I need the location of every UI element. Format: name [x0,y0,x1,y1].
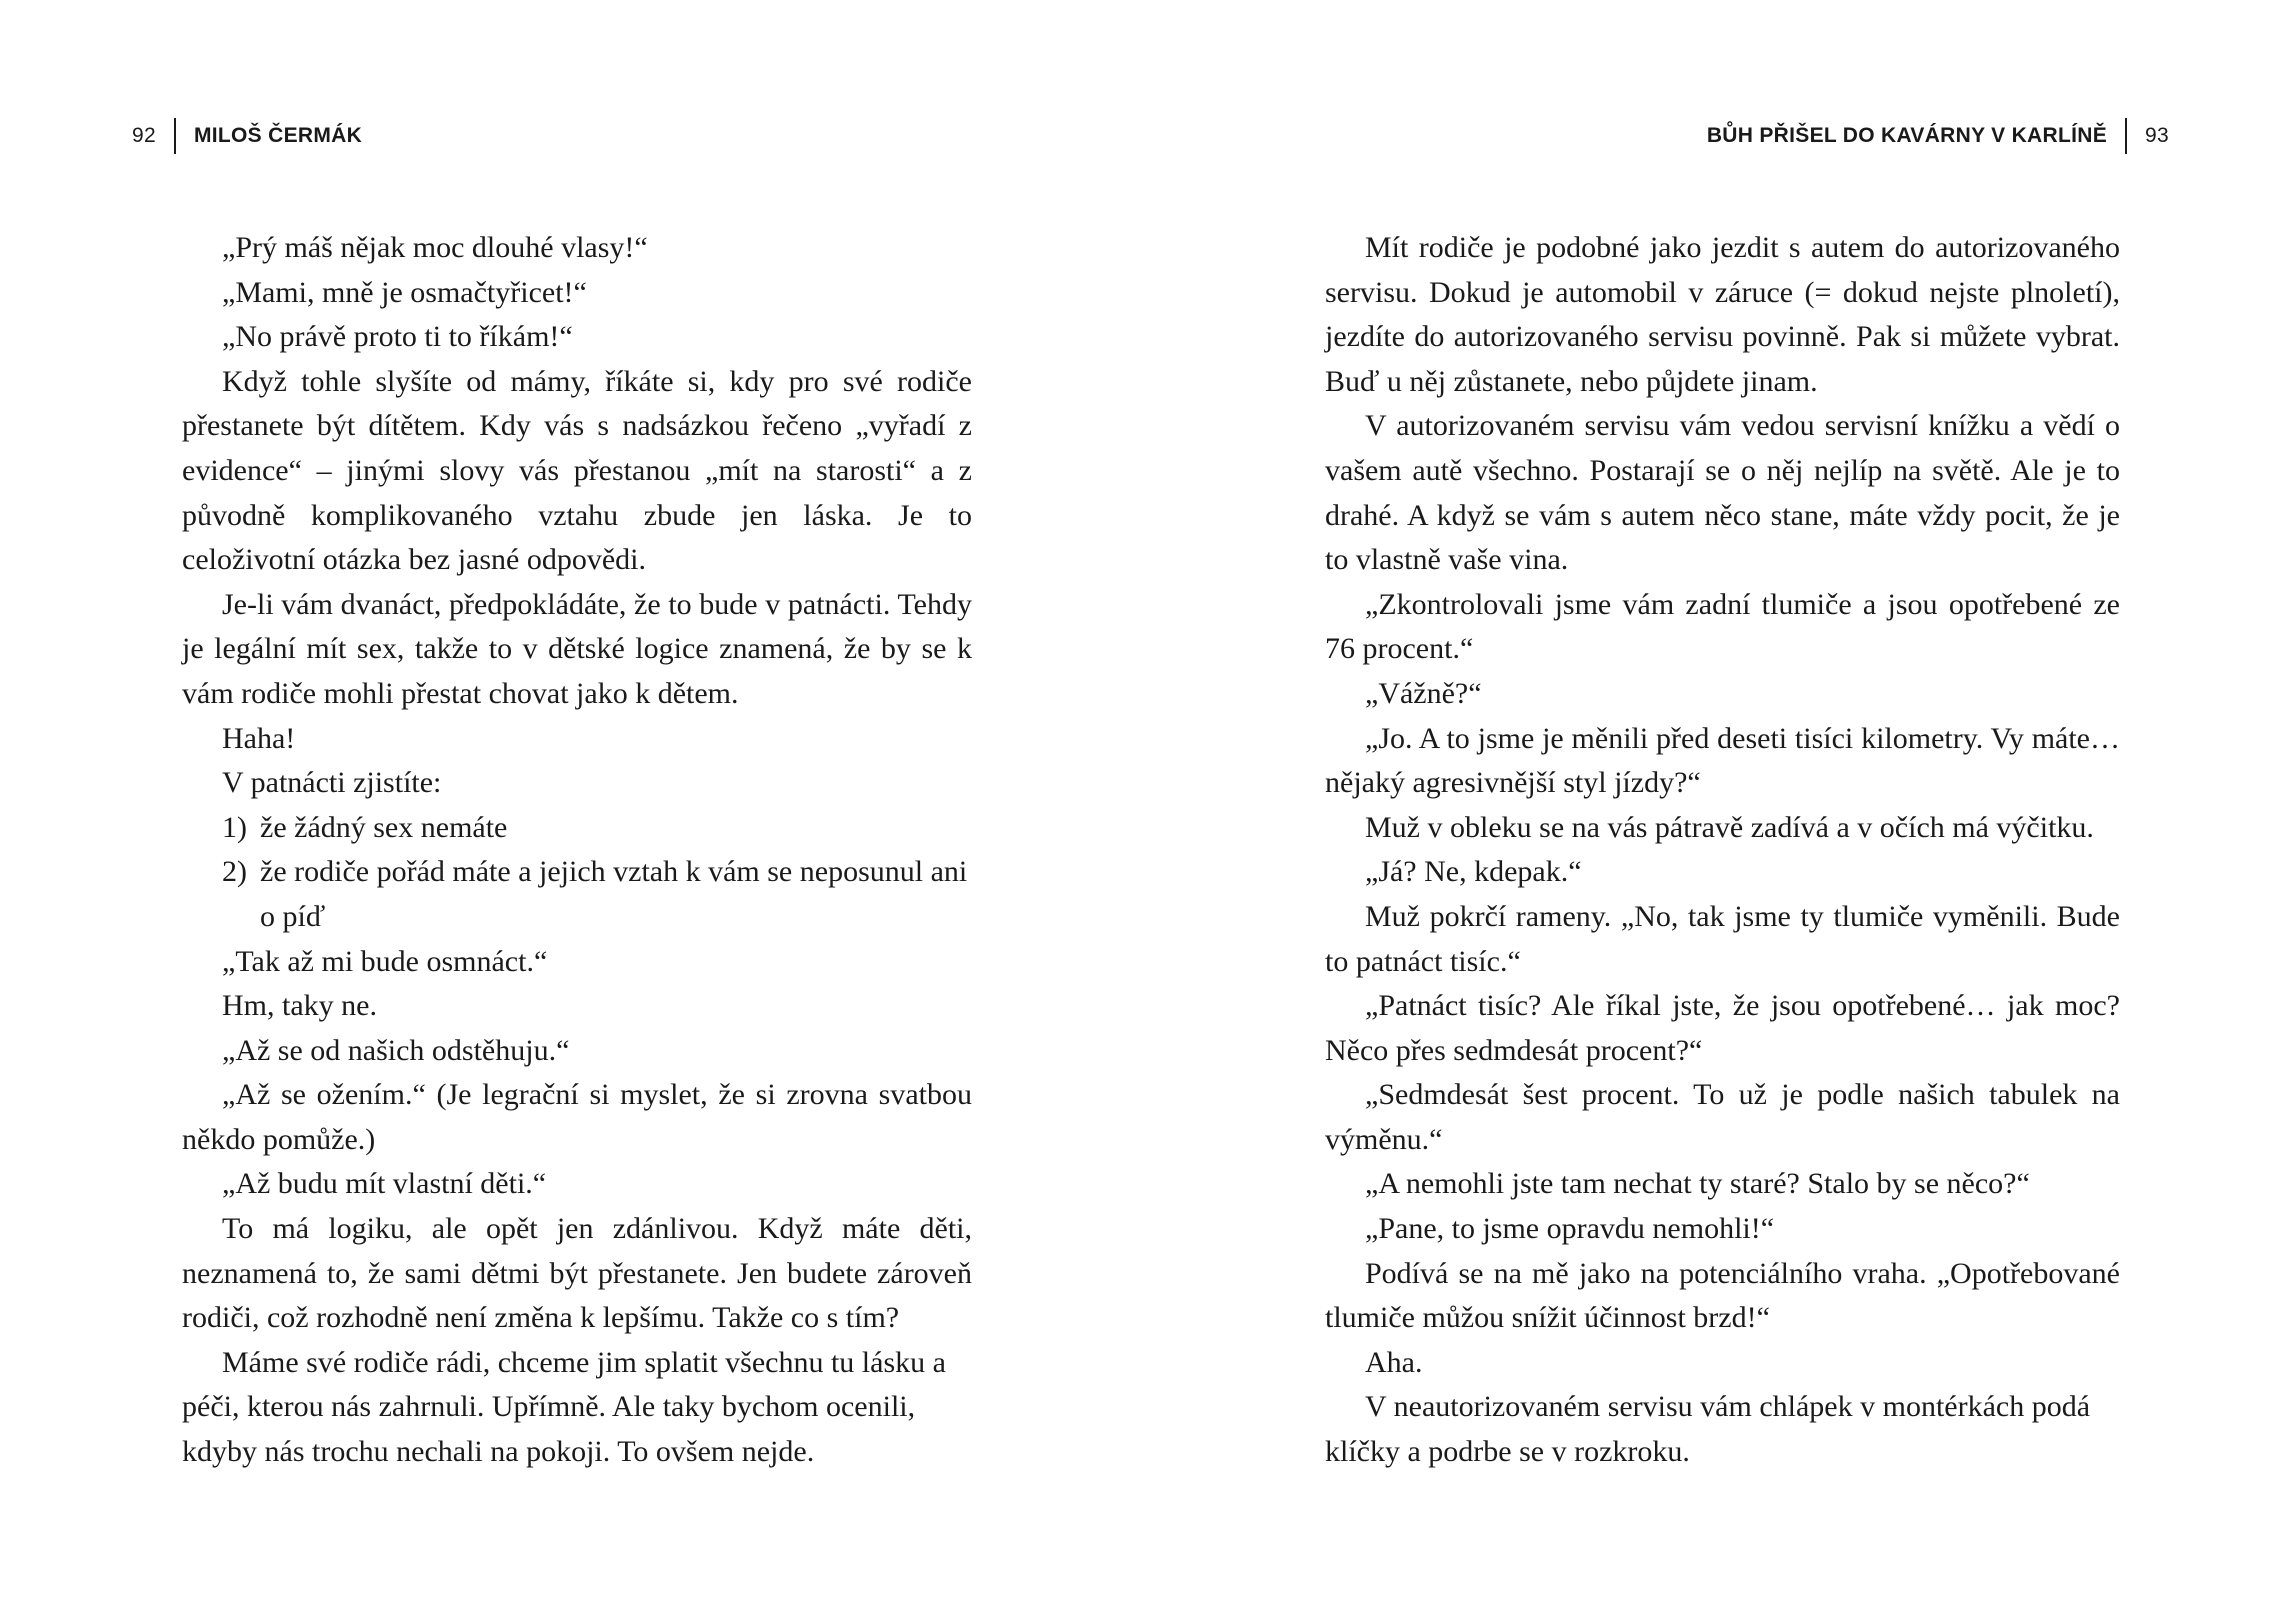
paragraph: Hm, taky ne. [222,989,377,1023]
paragraph: „Mami, mně je osmačtyřicet!“ [222,275,587,309]
running-header-right [1707,118,2169,154]
paragraph: V autorizovaném servisu vám vedou servisní knížku a vědí o vašem autě všechno. Postarají se o něj nejlíp na světě. Ale je to drahé. A když se vám s autem něco stane, máte vždy pocit, že je to vlastně vaše vina. [1325,409,2120,577]
paragraph: „Prý máš nějak moc dlouhé vlasy!“ [222,231,648,264]
paragraph: „Tak až mi bude osmnáct.“ [222,944,548,978]
paragraph: To má logiku, ale opět jen zdánlivou. Když máte děti, neznamená to, že sami dětmi být přestanete. Jen budete zároveň rodiči, což rozhodně není změna k lepšímu. Takže co s tím? [182,1212,972,1335]
header-divider [174,118,176,154]
paragraph: Muž v obleku se na vás pátravě zadívá a v očích má výčitku. [1365,810,2094,844]
paragraph: V patnácti zjistíte: [222,766,442,800]
body-text-right [1325,226,2120,1475]
page-number-right: 93 [2145,124,2169,147]
paragraph: Haha! [222,721,296,755]
running-header-left [132,118,362,154]
paragraph: „Pane, to jsme opravdu nemohli!“ [1365,1212,1775,1246]
paragraph: „Až se od našich odstěhuju.“ [222,1033,570,1067]
paragraph: Podívá se na mě jako na potenciálního vraha. „Opotřebované tlumiče můžou snížit účinnost brzd!“ [1325,1256,2120,1335]
paragraph: V neautorizovaném servisu vám chlápek v montérkách podá klíčky a podrbe se v rozkroku. [1325,1390,2091,1469]
list-number: 2) [222,855,247,889]
author-name: MILOŠ ČERMÁK [193,124,363,147]
page-number-left: 92 [132,124,156,147]
paragraph: Máme své rodiče rádi, chceme jim splatit všechnu tu lásku a péči, kterou nás zahrnuli. Upřímně. Ale taky bychom ocenili, kdyby nás trochu nechali na pokoji. To ovšem nejde. [182,1345,946,1469]
paragraph: Je-li vám dvanáct, předpokládáte, že to bude v patnácti. Tehdy je legální mít sex, takže to v dětské logice znamená, že by se k vám rodiče mohli přestat chovat jako k dětem. [182,587,972,710]
paragraph: „Sedmdesát šest procent. To už je podle našich tabulek na výměnu.“ [1325,1078,2120,1156]
header-divider [2125,118,2127,154]
paragraph: Když tohle slyšíte od mámy, říkáte si, kdy pro své rodiče přestanete být dítětem. Kdy vás s nadsázkou řečeno „vyřadí z evidence“ – jinými slovy vás přestanou „mít na starosti“ a z původně komplikovaného vztahu zbude jen láska. Je to celoživotní otázka bez jasné odpovědi. [182,364,972,577]
book-title: BŮH PŘIŠEL DO KAVÁRNY V KARLÍNĚ [1706,124,2108,147]
right-page [1142,0,2284,1615]
paragraph: „Patnáct tisíc? Ale říkal jste, že jsou opotřebené… jak moc? Něco přes sedmdesát procent?“ [1325,989,2120,1067]
paragraph: Muž pokrčí rameny. „No, tak jsme ty tlumiče vyměnili. Bude to patnáct tisíc.“ [1325,899,2120,978]
paragraph: „Vážně?“ [1365,676,1482,710]
list-text: že rodiče pořád máte a jejich vztah k vám se neposunul ani o píď [260,855,968,933]
paragraph: „Jo. A to jsme je měnili před deseti tisíci kilometry. Vy máte… nějaký agresivnější styl jízdy?“ [1325,721,2120,800]
list-text: že žádný sex nemáte [260,810,508,844]
paragraph: „Až se ožením.“ (Je legrační si myslet, že si zrovna svatbou někdo pomůže.) [182,1078,972,1156]
paragraph: „No právě proto ti to říkám!“ [222,320,573,354]
paragraph: „A nemohli jste tam nechat ty staré? Stalo by se něco?“ [1365,1167,2030,1201]
paragraph: „Já? Ne, kdepak.“ [1365,855,1582,889]
paragraph: „Zkontrolovali jsme vám zadní tlumiče a jsou opotřebené ze 76 procent.“ [1325,587,2120,666]
paragraph: Aha. [1365,1345,1423,1379]
paragraph: Mít rodiče je podobné jako jezdit s autem do autorizovaného servisu. Dokud je automobil v záruce (= dokud nejste plnoletí), jezdíte do autorizovaného servisu povinně. Pak si můžete vybrat. Buď u něj zůstanete, nebo půjdete jinam. [1325,231,2120,398]
body-text-left [182,226,972,1475]
list-number: 1) [222,810,247,844]
list-item [222,806,972,851]
paragraph: „Až budu mít vlastní děti.“ [222,1167,547,1201]
list-item [222,850,972,939]
